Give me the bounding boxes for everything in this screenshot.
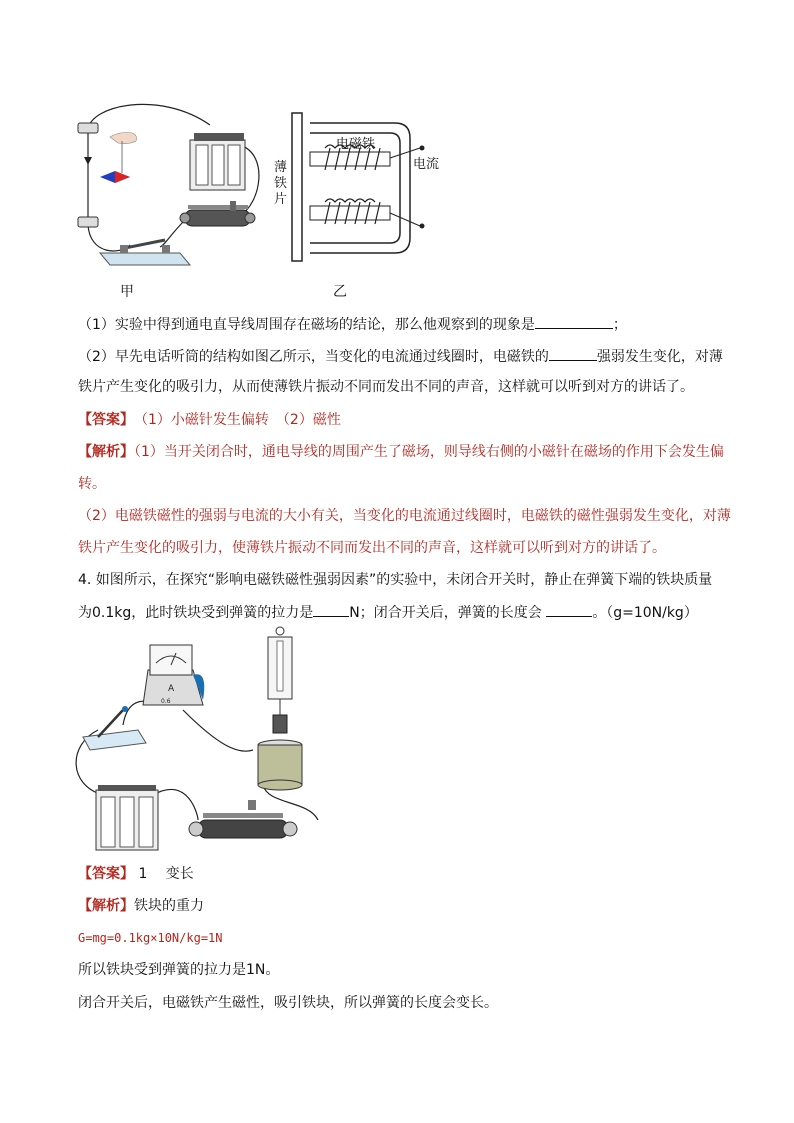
ammeter-label: A — [168, 684, 175, 694]
electromagnet-icon — [258, 740, 302, 790]
caption-jia: 甲 — [120, 284, 134, 300]
figure-jia-circuit — [70, 95, 280, 275]
q4-analysis-3: 闭合开关后，电磁铁产生磁性，吸引铁块，所以弹簧的长度会变长。 — [78, 995, 498, 1011]
battery-icon — [190, 133, 245, 190]
battery-icon — [96, 785, 158, 850]
label-iron-sheet-3: 片 — [274, 192, 288, 207]
q4-analysis-1: 【解析】铁块的重力 — [78, 898, 204, 914]
q3-answer: 【答案】 （1）小磁针发生偏转 （2）磁性 — [78, 412, 341, 428]
figure-q4-experiment — [68, 625, 338, 855]
q3-blank-1 — [535, 314, 613, 329]
label-electromagnet: 电磁铁 — [336, 137, 376, 152]
q4-analysis-formula: G=mg=0.1kg×10N/kg=1N — [78, 931, 223, 945]
q3-part2-line2: 铁片产生变化的吸引力，从而使薄铁片振动不同而发出不同的声音，这样就可以听到对方的讲话了。 — [78, 379, 694, 395]
q3-analysis-1b: 转。 — [78, 476, 106, 492]
q3-blank-2 — [549, 346, 597, 361]
ammeter-icon — [143, 645, 204, 705]
label-iron-sheet-1: 薄 — [274, 160, 288, 175]
ammeter-scale: 0.6 — [161, 698, 171, 705]
q4-blank-2 — [546, 602, 592, 617]
caption-yi: 乙 — [333, 284, 347, 300]
q4-analysis-2: 所以铁块受到弹簧的拉力是1N。 — [78, 962, 280, 978]
label-current: 电流 — [413, 157, 440, 172]
spring-scale-icon — [268, 627, 292, 733]
q3-part2-line1: （2）早先电话听筒的结构如图乙所示，当变化的电流通过线圈时，电磁铁的 强弱发生变化，对薄 — [78, 346, 723, 367]
q3-part1: （1）实验中得到通电直导线周围存在磁场的结论，那么他观察到的现象是 ； — [78, 314, 627, 335]
q3-analysis-2b: 铁片产生变化的吸引力，使薄铁片振动不同而发出不同的声音，这样就可以听到对方的讲话了。 — [78, 540, 666, 556]
q3-analysis-1a: 【解析】（1）当开关闭合时，通电导线的周围产生了磁场，则导线右侧的小磁针在磁场的作用下会发生偏 — [78, 444, 724, 460]
q4-line1: 4. 如图所示，在探究“影响电磁铁磁性强弱因素”的实验中，未闭合开关时，静止在弹簧下端的铁块质量 — [78, 572, 713, 588]
figure-yi-receiver — [270, 108, 450, 268]
q4-line2: 为0.1kg，此时铁块受到弹簧的拉力是 N；闭合开关后，弹簧的长度会 。（g=10N/kg） — [78, 602, 698, 623]
q3-analysis-2a: （2）电磁铁磁性的强弱与电流的大小有关，当变化的电流通过线圈时，电磁铁的磁性强弱发生变化，对薄 — [78, 508, 731, 524]
switch-icon — [83, 706, 146, 750]
q4-answer: 【答案】 1 变长 — [78, 866, 194, 882]
label-iron-sheet-2: 铁 — [274, 176, 288, 191]
rheostat-icon — [180, 201, 255, 226]
q4-blank-1 — [313, 602, 349, 617]
switch-icon — [100, 240, 190, 265]
rheostat-icon — [189, 800, 297, 838]
